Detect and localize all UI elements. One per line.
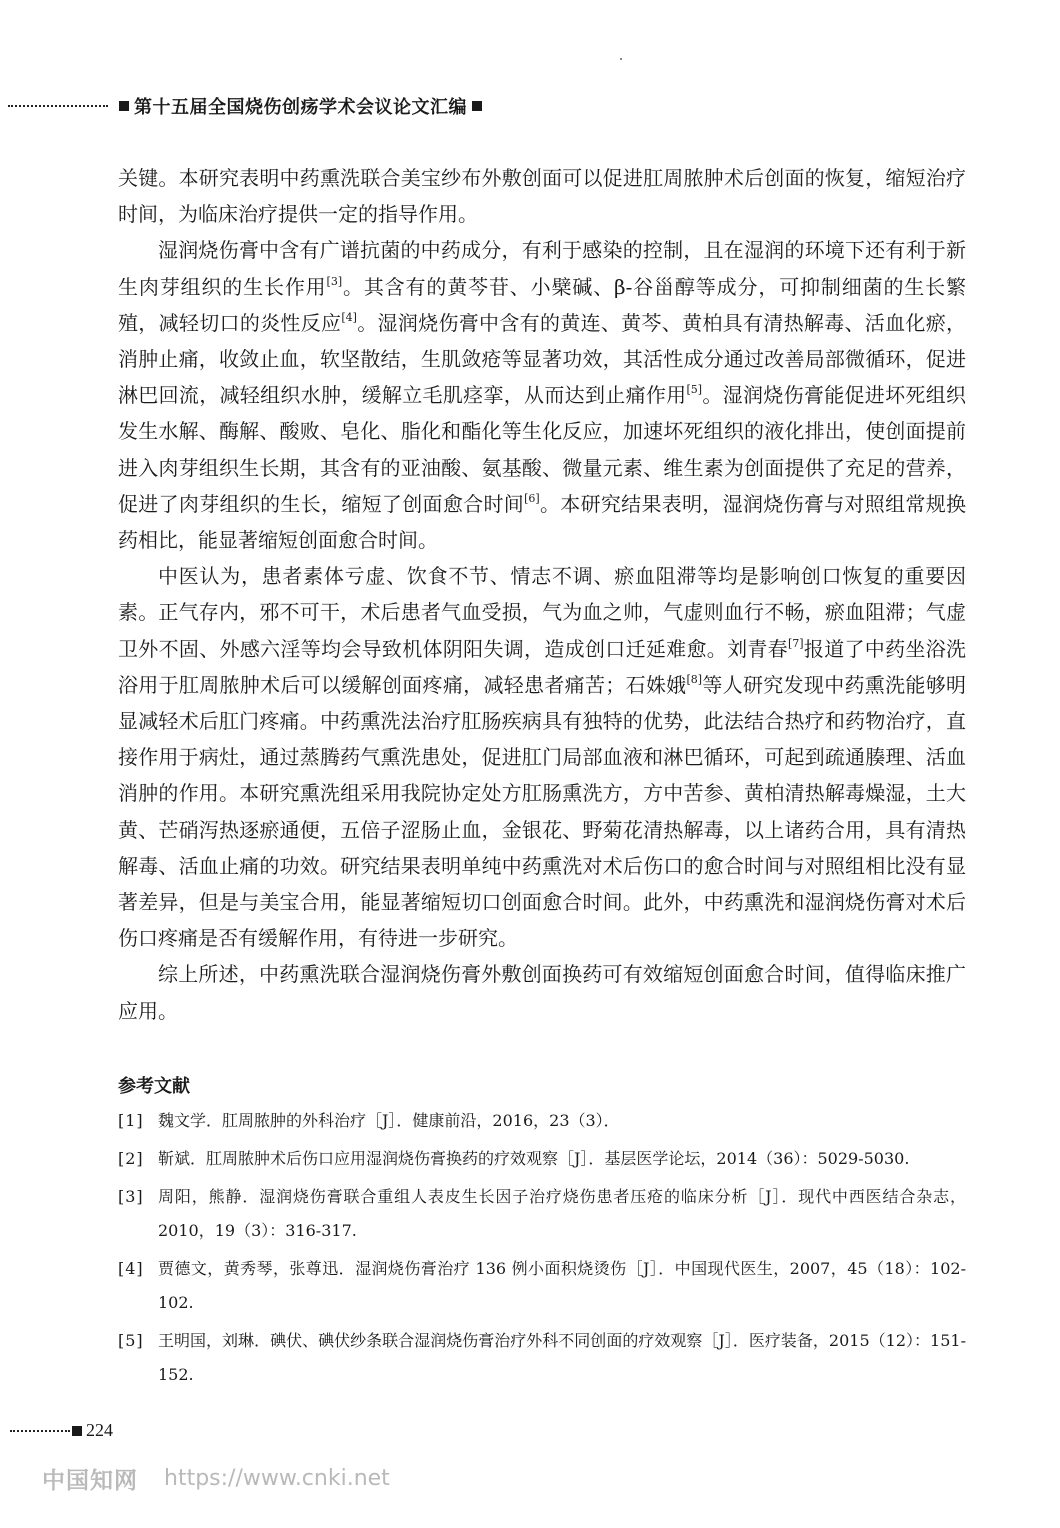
body-paragraph [118, 232, 966, 558]
reference-text: 贾德文，黄秀琴，张尊迅．湿润烧伤膏治疗 136 例小面积烧烫伤［J］．中国现代医生，2007，45（18）：102-102. [158, 1259, 966, 1312]
paragraph-text: 湿润烧伤膏中含有广谱抗菌的中药成分，有利于感染的控制，且在湿润的环境下还有利于新生肉芽组织的生长作用 [118, 238, 966, 299]
reference-text: 王明国，刘琳．碘伏、碘伏纱条联合湿润烧伤膏治疗外科不同创面的疗效观察［J］．医疗装备，2015（12）：151-152. [158, 1331, 966, 1384]
paragraph-text: 。湿润烧伤膏能促进坏死组织发生水解、酶解、酸败、皂化、脂化和酯化等生化反应，加速坏死组织的液化排出，使创面提前进入肉芽组织生长期，其含有的亚油酸、氨基酸、微量元素、维生素为创面提供了充足的营养，促进了肉芽组织的生长，缩短了创面愈合时间 [118, 383, 967, 516]
watermark-site-name: 中国知网 [42, 1468, 138, 1494]
reference-text: 靳斌．肛周脓肿术后伤口应用湿润烧伤膏换药的疗效观察［J］．基层医学论坛，2014（36）：5029-5030. [158, 1149, 910, 1168]
running-header [8, 91, 568, 121]
paragraph-text: 综上所述，中药熏洗联合湿润烧伤膏外敷创面换药可有效缩短创面愈合时间，值得临床推广应用。 [118, 962, 966, 1023]
watermark [42, 1462, 390, 1495]
paragraph-text: 关键。本研究表明中药熏洗联合美宝纱布外敷创面可以促进肛周脓肿术后创面的恢复，缩短治疗时间，为临床治疗提供一定的指导作用。 [118, 166, 966, 227]
reference-item [118, 1142, 966, 1176]
references-list [118, 1104, 966, 1396]
page-number: 224 [86, 1420, 113, 1440]
reference-item [118, 1252, 966, 1320]
paragraph-text: 报道了中药坐浴洗浴用于肛周脓肿术后可以缓解创面疼痛，减轻患者痛苦；石姝娥 [118, 636, 967, 697]
paragraph-text: 。湿润烧伤膏中含有的黄连、黄芩、黄柏具有清热解毒、活血化瘀，消肿止痛，收敛止血，软坚散结，生肌敛疮等显著功效，其活性成分通过改善局部微循环，促进淋巴回流，减轻组织水肿，缓解立毛肌痉挛，从而达到止痛作用 [118, 310, 967, 408]
reference-item [118, 1180, 966, 1248]
paragraph-text: 。本研究结果表明，湿润烧伤膏与对照组常规换药相比，能显著缩短创面愈合时间。 [118, 491, 967, 553]
footer-dotted-rule [10, 1430, 70, 1432]
body-paragraph [118, 558, 966, 956]
citation-marker: [7] [788, 636, 804, 650]
citation-marker: [5] [686, 383, 703, 397]
reference-item [118, 1104, 966, 1138]
reference-text: 周阳，熊静．湿润烧伤膏联合重组人表皮生长因子治疗烧伤患者压疮的临床分析［J］．现代中西医结合杂志，2010，19（3）：316-317. [158, 1187, 966, 1240]
article-body [118, 160, 966, 1029]
citation-marker: [3] [326, 274, 343, 288]
body-paragraph [118, 956, 966, 1028]
body-paragraph [118, 160, 966, 232]
paragraph-text: 中医认为，患者素体亏虚、饮食不节、情志不调、瘀血阻滞等均是影响创口恢复的重要因素。正气存内，邪不可干，术后患者气血受损，气为血之帅，气虚则血行不畅，瘀血阻滞；气虚卫外不固、外感六淫等均会导致机体阴阳失调，造成创口迁延难愈。刘青春 [118, 564, 966, 661]
watermark-url: https://www.cnki.net [164, 1466, 390, 1491]
reference-number: [1] [118, 1111, 144, 1130]
header-square-icon [472, 101, 482, 111]
reference-number: [4] [118, 1259, 144, 1278]
header-dotted-rule [8, 105, 108, 107]
reference-text: 魏文学．肛周脓肿的外科治疗［J］．健康前沿，2016，23（3）． [158, 1111, 620, 1130]
header-square-icon [119, 101, 129, 111]
reference-item [118, 1324, 966, 1392]
footer-square-icon [72, 1426, 82, 1436]
scan-speck [620, 58, 622, 60]
reference-number: [3] [118, 1187, 144, 1206]
references-heading: 参考文献 [118, 1076, 190, 1097]
reference-number: [2] [118, 1149, 144, 1168]
citation-marker: [8] [686, 672, 703, 686]
citation-marker: [4] [341, 310, 357, 324]
reference-number: [5] [118, 1331, 144, 1350]
page-footer [10, 1420, 113, 1441]
paragraph-text: 等人研究发现中药熏洗能够明显减轻术后肛门疼痛。中药熏洗法治疗肛肠疾病具有独特的优势，此法结合热疗和药物治疗，直接作用于病灶，通过蒸腾药气熏洗患处，促进肛门局部血液和淋巴循环，可起到疏通腠理、活血消肿的作用。本研究熏洗组采用我院协定处方肛肠熏洗方，方中苦参、黄柏清热解毒燥湿，土大黄、芒硝泻热逐瘀通便，五倍子涩肠止血，金银花、野菊花清热解毒，以上诸药合用，具有清热解毒、活血止痛的功效。研究结果表明单纯中药熏洗对术后伤口的愈合时间与对照组相比没有显著差异，但是与美宝合用，能显著缩短切口创面愈合时间。此外，中药熏洗和湿润烧伤膏对术后伤口疼痛是否有缓解作用，有待进一步研究。 [118, 672, 967, 951]
paragraph-text: 。其含有的黄芩苷、小檗碱、β-谷甾醇等成分，可抑制细菌的生长繁殖，减轻切口的炎性反应 [118, 274, 967, 335]
citation-marker: [6] [524, 491, 540, 505]
header-title: 第十五届全国烧伤创疡学术会议论文汇编 [134, 97, 467, 118]
